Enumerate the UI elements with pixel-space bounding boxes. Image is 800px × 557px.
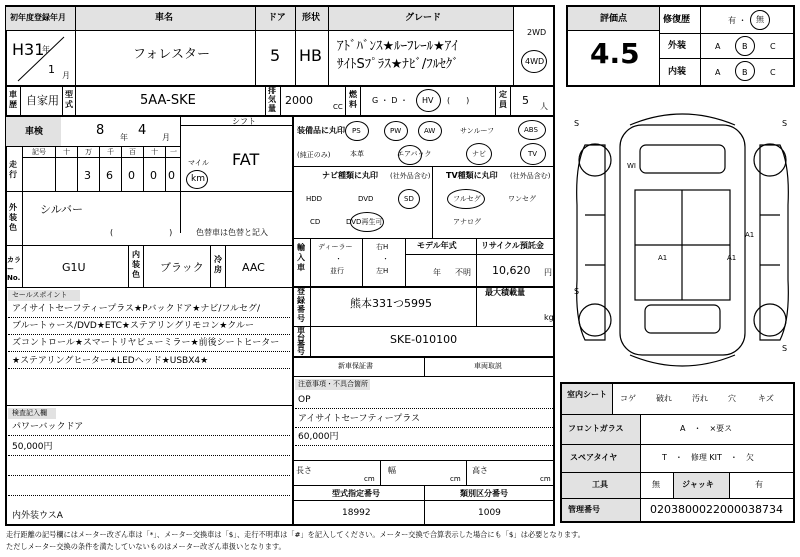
- registration-number: 熊本331つ5995: [350, 297, 432, 310]
- manual-label: 車両取説: [474, 362, 502, 370]
- diagram-mark-a1-1: A1: [745, 231, 755, 239]
- body-shape: HB: [299, 46, 323, 65]
- inspection-label: 車検: [25, 127, 44, 137]
- color-code: G1U: [62, 261, 86, 274]
- equip-airbag: エアバック: [397, 150, 432, 158]
- windshield-label: フロントガラス: [568, 424, 624, 433]
- inspector-notes-label: 検査記入欄: [12, 409, 47, 417]
- grade-line-1: ｱﾄﾞﾊﾞﾝｽ★ﾙｰﾌﾚｰﾙ★ｱｲ: [337, 39, 458, 54]
- length-label: 長さ: [296, 466, 312, 475]
- tools-label: 工具: [592, 480, 608, 489]
- recycle-unit: 円: [544, 268, 552, 277]
- inspector-line-2: 50,000円: [12, 442, 53, 452]
- sales-line-4: ★ステアリングヒーター★LEDヘッド★USBX4★: [12, 356, 209, 366]
- seat-hole: 穴: [728, 394, 736, 403]
- tv-type-label: TV種類に丸印: [446, 171, 498, 180]
- repair-none: 無: [756, 15, 764, 24]
- exterior-color: シルバー: [40, 203, 83, 216]
- equip-leather: 本革: [350, 150, 364, 158]
- import-parallel: 並行: [330, 267, 344, 275]
- width-label: 幅: [388, 466, 396, 475]
- max-load-label: 最大積載量: [485, 288, 525, 297]
- shift-label: シフト: [232, 117, 256, 126]
- import-dealer: ディーラー: [318, 243, 353, 251]
- type-designation-number: 18992: [342, 508, 371, 518]
- import-right: 右H: [376, 243, 389, 251]
- interior-color-label: 内装色: [132, 250, 140, 279]
- interior-color: ブラック: [160, 261, 204, 274]
- chassis-label: 車台番号: [297, 326, 305, 356]
- car-name: フォレスター: [133, 47, 210, 62]
- model-label: 型式: [65, 90, 73, 109]
- door-label: ドア: [268, 13, 286, 23]
- seat-tear: 破れ: [656, 394, 672, 403]
- registration-label: 登録番号: [297, 287, 305, 323]
- diagram-mark-s-1: S: [574, 119, 580, 128]
- import-dot: ・: [335, 255, 342, 263]
- height-unit: cm: [540, 475, 551, 483]
- equip-aw: AW: [424, 127, 436, 135]
- inspection-year: 8: [96, 123, 105, 138]
- navi-dvd-play: DVD再生可: [346, 218, 383, 226]
- fuel-other: ( ): [447, 96, 470, 105]
- equip-ps: PS: [352, 127, 361, 135]
- year-unit: 年: [42, 45, 50, 54]
- grade-line-2: ｻｲﾄSﾌﾟﾗｽ★ﾅﾋﾞ/ﾌﾙｾｸﾞ: [337, 57, 459, 72]
- fuel-hv: HV: [422, 96, 434, 105]
- mileage-label: 走行: [9, 160, 17, 179]
- footer-line-2: ただしメーター交換の条件を満たしていないものはメーター改ざん車扱いとなります。: [6, 542, 286, 551]
- month-unit: 月: [62, 71, 70, 80]
- mileage-digit-4: 0: [150, 169, 157, 182]
- footer-line-1: 走行距離の記号欄にはメーター改ざん車は「*」、メーター交換車は「$」、走行不明車は「#」を記入してください。メーター交換で合算表示した場合にも「$」は必要となります。: [6, 530, 585, 539]
- equip-abs: ABS: [524, 126, 538, 134]
- color-no-label: カラーNo.: [7, 256, 21, 282]
- exterior-b: B: [742, 42, 748, 51]
- diagram-mark-wi: WI: [627, 162, 636, 170]
- mile-label: マイル: [188, 159, 209, 167]
- aircon-value: AAC: [242, 261, 265, 274]
- capacity-label: 定員: [499, 90, 507, 109]
- navi-sd: SD: [404, 195, 414, 203]
- sales-line-3: ズコントロール★スマートリヤビューミラー★前後シートヒーター: [12, 338, 280, 348]
- navi-type-label: ナビ種類に丸印: [322, 171, 378, 180]
- year-number: 1: [48, 63, 55, 76]
- equip-pw: PW: [390, 127, 402, 135]
- tv-oneseg: ワンセグ: [508, 195, 536, 203]
- interior-c: C: [770, 68, 776, 77]
- capacity-unit: 人: [540, 102, 548, 111]
- notes-label: 注意事項・不具合箇所: [298, 380, 368, 388]
- mileage-digit-1: 3: [84, 169, 91, 182]
- navi-dvd: DVD: [358, 195, 374, 203]
- diagram-mark-s-4: S: [782, 344, 788, 353]
- usage-category: 自家用: [26, 94, 59, 107]
- color-paren: ( ): [110, 228, 173, 237]
- import-dot-2: ・: [382, 255, 389, 263]
- unit-hyaku: 百: [129, 148, 136, 156]
- shape-label: 形状: [302, 13, 321, 23]
- windshield-options: A ・ ×要ス: [680, 424, 733, 433]
- shift-value: FAT: [232, 150, 260, 169]
- equip-tv: TV: [528, 150, 538, 158]
- displacement-value: 2000: [285, 94, 313, 107]
- equip-sunroof: サンルーフ: [460, 127, 495, 135]
- sales-line-2: ブルートゥース/DVD★ETC★ステアリングリモコン★クルー: [12, 321, 255, 331]
- notes-line-2: アイサイトセーフティープラス: [298, 414, 421, 424]
- history-label: 車歴: [9, 90, 17, 109]
- mileage-digit-2: 6: [106, 169, 113, 182]
- interior-a: A: [715, 68, 721, 77]
- management-number: 0203800022000038734: [650, 503, 783, 516]
- navi-type-sub: (社外品含む): [390, 172, 431, 180]
- model-year-label: モデル年式: [417, 241, 457, 250]
- record-symbol-label: 記号: [32, 148, 46, 156]
- repair-history-label: 修復歴: [663, 15, 691, 25]
- model-code: 5AA-SKE: [140, 93, 196, 108]
- management-label: 管理番号: [568, 505, 600, 514]
- exterior-label: 外装: [668, 41, 687, 51]
- aircon-label: 冷房: [214, 255, 222, 274]
- classification-label: 類別区分番号: [460, 489, 508, 498]
- navi-cd: CD: [310, 218, 321, 226]
- chassis-number: SKE-010100: [390, 333, 458, 346]
- interior-b: B: [742, 68, 748, 77]
- drive-4wd: 4WD: [525, 57, 545, 66]
- warranty-label: 新車保証書: [338, 362, 373, 370]
- grade-label: グレード: [405, 13, 442, 23]
- color-label: 外装色: [9, 203, 17, 232]
- inspection-month: 4: [138, 123, 147, 138]
- inspector-line-1: パワーバックドア: [12, 422, 84, 432]
- score-label: 評価点: [600, 14, 628, 24]
- km-unit: km: [191, 174, 205, 184]
- car-name-label: 車名: [155, 13, 174, 23]
- interior-label: 内装: [668, 67, 687, 77]
- unit-ichi: 一: [170, 148, 177, 156]
- inspector-bottom-line: 内外装ウスA: [12, 511, 63, 521]
- model-year-unit: 年: [433, 268, 441, 277]
- width-unit: cm: [450, 475, 461, 483]
- max-load-unit: kg: [544, 313, 554, 322]
- sales-line-1: アイサイトセーフティープラス★Pバックドア★ナビ/フルセグ/: [12, 304, 261, 314]
- exterior-a: A: [715, 42, 721, 51]
- equipment-label: 装備品に丸印: [297, 126, 345, 135]
- classification-number: 1009: [478, 508, 501, 518]
- inspection-month-unit: 月: [162, 133, 170, 142]
- diagram-mark-a1-3: A1: [727, 254, 737, 262]
- recycle-fee: 10,620: [492, 264, 531, 277]
- equipment-sub: (純正のみ): [297, 151, 331, 159]
- diagram-mark-a1-2: A1: [658, 254, 668, 262]
- mileage-digit-5: 0: [168, 169, 175, 182]
- unit-sen: 千: [107, 148, 114, 156]
- interior-seat-label: 室内シート: [567, 390, 607, 399]
- seat-dirt: 汚れ: [692, 394, 708, 403]
- fuel-options: G ・ D ・: [372, 96, 408, 105]
- notes-line-1: OP: [298, 395, 311, 405]
- unit-ten-man: 十: [63, 148, 70, 156]
- main-sheet: [5, 5, 555, 526]
- tv-analog: アナログ: [453, 218, 481, 226]
- door-count: 5: [270, 46, 281, 65]
- inspection-year-unit: 年: [120, 133, 128, 142]
- jack-label: ジャッキ: [682, 480, 714, 489]
- exterior-c: C: [770, 42, 776, 51]
- height-label: 高さ: [472, 466, 488, 475]
- repair-options: 有 ・: [728, 16, 747, 25]
- displacement-label: 排気量: [268, 86, 276, 113]
- import-label: 輸入車: [297, 243, 305, 272]
- mileage-digit-3: 0: [128, 169, 135, 182]
- tv-type-sub: (社外品含む): [510, 172, 551, 180]
- diagram-mark-s-2: S: [782, 119, 788, 128]
- unit-juu: 十: [151, 148, 158, 156]
- car-damage-diagram: [565, 105, 800, 375]
- diagram-mark-s-3: S: [574, 287, 580, 296]
- first-registration-label: 初年度登録年月: [10, 13, 66, 22]
- score-value: 4.5: [590, 37, 640, 70]
- import-left: 左H: [376, 267, 389, 275]
- seat-burn: コゲ: [620, 394, 636, 403]
- year-era: H31: [12, 40, 45, 59]
- sales-point-label: セールスポイント: [12, 291, 68, 299]
- drive-2wd: 2WD: [527, 28, 547, 37]
- recycle-label: リサイクル預託金: [481, 241, 544, 250]
- equip-navi: ナビ: [472, 150, 486, 158]
- spare-tire-label: スペアタイヤ: [570, 453, 618, 462]
- unit-man: 万: [85, 148, 92, 156]
- length-unit: cm: [364, 475, 375, 483]
- tv-fullseg: フルセグ: [453, 195, 481, 203]
- spare-tire-options: T ・ 修理 KIT ・ 欠: [662, 453, 754, 462]
- notes-line-3: 60,000円: [298, 432, 339, 442]
- seat-scratch: キズ: [758, 394, 774, 403]
- model-year-unknown: 不明: [455, 268, 471, 277]
- navi-hdd: HDD: [306, 195, 323, 203]
- jack-value: 有: [755, 480, 763, 489]
- color-change-note: 色替車は色替と記入: [196, 228, 268, 237]
- capacity-value: 5: [522, 94, 529, 107]
- type-designation-label: 型式指定番号: [332, 489, 380, 498]
- displacement-unit: CC: [333, 103, 343, 111]
- fuel-label: 燃料: [349, 90, 357, 109]
- tools-value: 無: [652, 480, 660, 489]
